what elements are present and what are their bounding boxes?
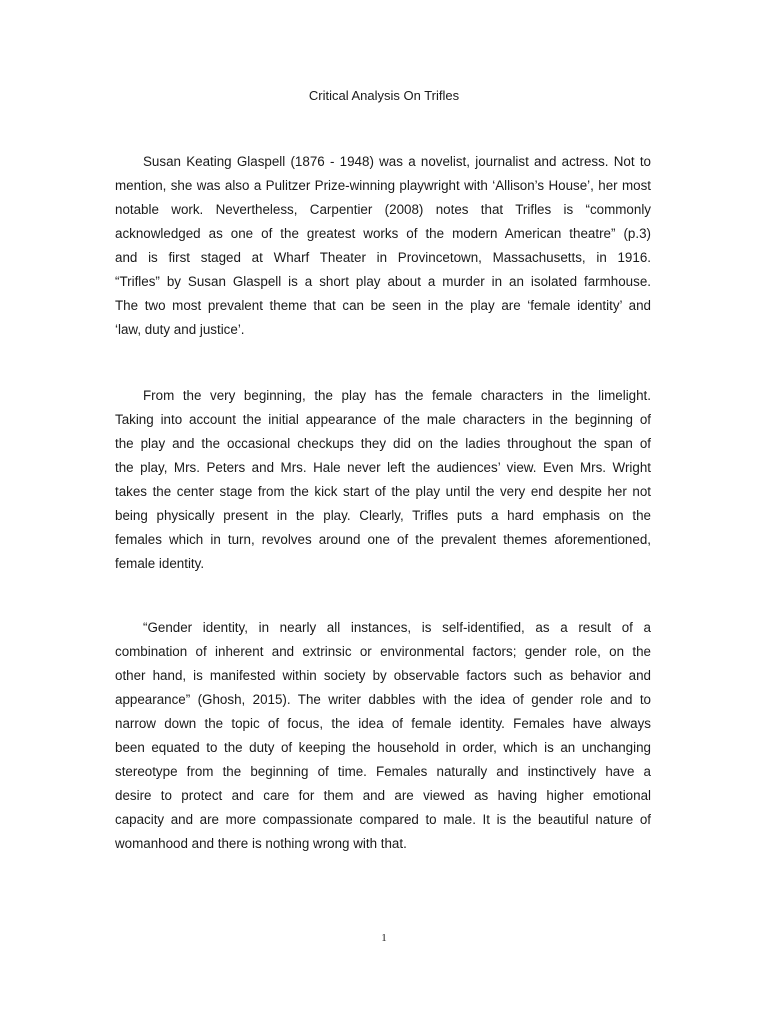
paragraph-line: The two most prevalent theme that can be seen in the play are ‘female identity’ and <box>115 298 651 313</box>
paragraph-line: female identity. <box>115 556 205 571</box>
paragraph-line: “Gender identity, in nearly all instances, is self-identified, as a result of a <box>143 620 651 635</box>
page-number: 1 <box>381 932 387 944</box>
paragraph-line: and is first staged at Wharf Theater in Provincetown, Massachusetts, in 1916. <box>115 250 651 265</box>
paragraph-line: notable work. Nevertheless, Carpentier (2008) notes that Trifles is “commonly <box>115 202 651 217</box>
paragraph-line: takes the center stage from the kick start of the play until the very end despite her not <box>115 484 651 499</box>
paragraph-line: Susan Keating Glaspell (1876 - 1948) was a novelist, journalist and actress. Not to <box>143 154 651 169</box>
paragraph-line: From the very beginning, the play has the female characters in the limelight. <box>143 388 651 403</box>
paragraph-line: Taking into account the initial appearance of the male characters in the beginning of <box>115 412 651 427</box>
paragraph-line: other hand, is manifested within society by observable factors such as behavior and <box>115 668 651 683</box>
paragraph-line: the play and the occasional checkups they did on the ladies throughout the span of <box>115 436 651 451</box>
paragraph-line: desire to protect and care for them and are viewed as having higher emotional <box>115 788 651 803</box>
paragraph-line: ‘law, duty and justice’. <box>115 322 245 337</box>
paragraph-line: appearance” (Ghosh, 2015). The writer dabbles with the idea of gender role and to <box>115 692 651 707</box>
paragraph-line: acknowledged as one of the greatest works of the modern American theatre” (p.3) <box>115 226 651 241</box>
paragraph-3 <box>115 616 651 856</box>
paragraph-line: the play, Mrs. Peters and Mrs. Hale never left the audiences’ view. Even Mrs. Wright <box>115 460 651 475</box>
document-title: Critical Analysis On Trifles <box>308 88 460 103</box>
paragraph-line: capacity and are more compassionate compared to male. It is the beautiful nature of <box>115 812 651 827</box>
paragraph-line: stereotype from the beginning of time. Females naturally and instinctively have a <box>115 764 651 779</box>
paragraph-2 <box>115 384 651 576</box>
paragraph-1 <box>115 150 651 342</box>
paragraph-line: “Trifles” by Susan Glaspell is a short play about a murder in an isolated farmhouse. <box>115 274 651 289</box>
paragraph-line: being physically present in the play. Clearly, Trifles puts a hard emphasis on the <box>115 508 651 523</box>
paragraph-line: mention, she was also a Pulitzer Prize-winning playwright with ‘Allison’s House’, her most <box>115 178 651 193</box>
paragraph-line: combination of inherent and extrinsic or environmental factors; gender role, on the <box>115 644 651 659</box>
paragraph-line: womanhood and there is nothing wrong with that. <box>115 836 407 851</box>
paragraph-line: narrow down the topic of focus, the idea of female identity. Females have always <box>115 716 651 731</box>
paragraph-line: females which in turn, revolves around one of the prevalent themes aforementioned, <box>115 532 651 547</box>
paragraph-line: been equated to the duty of keeping the household in order, which is an unchanging <box>115 740 651 755</box>
